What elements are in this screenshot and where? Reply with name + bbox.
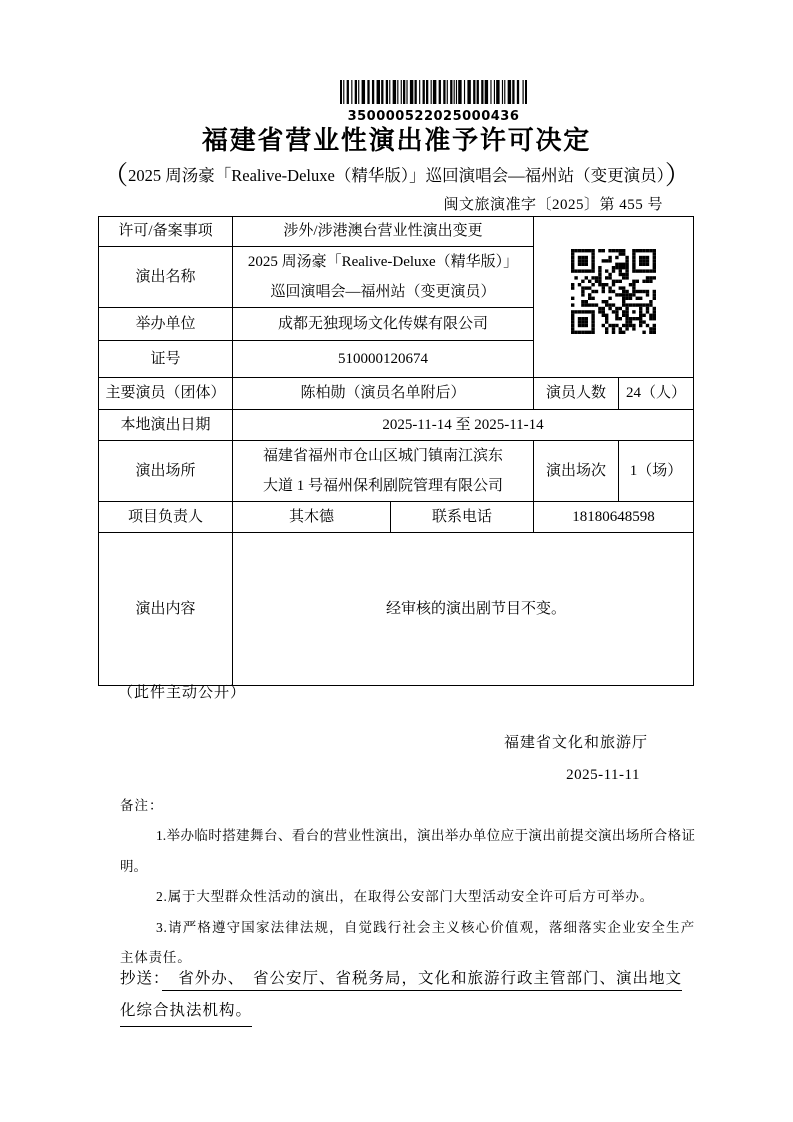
document-title: 福建省营业性演出准予许可决定: [201, 125, 592, 155]
cert-number-value: 510000120674: [233, 341, 534, 378]
copy-to-section: [120, 964, 705, 1027]
copy-to-recipients-part1: 省外办、 省公安厅、省税务局，文化和旅游行政主管部门、演出地文: [162, 970, 682, 991]
note-item: 2.属于大型群众性活动的演出，在取得公安部门大型活动安全许可后方可举办。: [156, 889, 654, 904]
barcode-bars-image: [340, 80, 527, 104]
barcode: [340, 80, 527, 123]
table-row-performer: [99, 378, 694, 410]
phone-label: 联系电话: [391, 502, 534, 533]
project-manager-value: 其木德: [233, 502, 391, 533]
public-disclosure-note: （此件主动公开）: [118, 685, 247, 701]
content-value: 经审核的演出剧节目不变。: [233, 533, 694, 686]
local-date-value: 2025-11-14 至 2025-11-14: [233, 410, 694, 441]
issuer-block: [504, 734, 648, 784]
copy-to-line2: [120, 996, 705, 1027]
show-name-label: 演出名称: [99, 247, 233, 308]
organizer-label: 举办单位: [99, 308, 233, 341]
permit-table: [98, 216, 694, 686]
copy-to-recipients-part2: 化综合执法机构。: [120, 996, 252, 1027]
item-value: 涉外/涉港澳台营业性演出变更: [233, 217, 534, 247]
notes-label: 备注：: [120, 798, 164, 813]
subtitle-close-paren: ）: [664, 160, 691, 190]
organizer-value: 成都无独现场文化传媒有限公司: [233, 308, 534, 341]
qr-code-cell: [534, 217, 694, 378]
table-row-date: [99, 410, 694, 441]
performer-count-value: 24（人）: [619, 378, 694, 410]
copy-to-label: 抄送：: [120, 970, 162, 987]
notes-section: [120, 791, 695, 974]
table-row-manager: [99, 502, 694, 533]
cert-number-label: 证号: [99, 341, 233, 378]
table-row-content: [99, 533, 694, 686]
content-label: 演出内容: [99, 533, 233, 686]
venue-value: 福建省福州市仓山区城门镇南江滨东大道 1 号福州保利剧院管理有限公司: [233, 441, 534, 502]
performer-count-label: 演员人数: [534, 378, 619, 410]
venue-label: 演出场所: [99, 441, 233, 502]
subtitle-text: 2025 周汤豪「Realive-Deluxe（精华版）」巡回演唱会—福州站（变更演员）: [128, 166, 665, 185]
subtitle-open-paren: （: [102, 160, 129, 190]
performer-value: 陈柏勋（演员名单附后）: [233, 378, 534, 410]
issue-date: 2025-11-11: [566, 767, 640, 783]
table-row-venue: [99, 441, 694, 502]
performer-label: 主要演员（团体）: [99, 378, 233, 410]
document-subtitle: [0, 158, 793, 193]
note-item: 1.举办临时搭建舞台、看台的营业性演出，演出举办单位应于演出前提交演出场所合格证明。: [120, 828, 695, 874]
issuer-name: 福建省文化和旅游厅: [503, 735, 648, 751]
copy-to-line1: [120, 964, 705, 993]
barcode-number: 350000522025000436: [347, 109, 520, 124]
show-name-value: 2025 周汤豪「Realive-Deluxe（精华版）」巡回演唱会—福州站（变更演员）: [233, 247, 534, 308]
document-number: 闽文旅演准字〔2025〕第 455 号: [443, 197, 663, 213]
sessions-value: 1（场）: [619, 441, 694, 502]
sessions-label: 演出场次: [534, 441, 619, 502]
item-label: 许可/备案事项: [99, 217, 233, 247]
table-row-item: [99, 217, 694, 247]
local-date-label: 本地演出日期: [99, 410, 233, 441]
phone-value: 18180648598: [534, 502, 694, 533]
qr-code: [571, 249, 656, 334]
note-item: 3.请严格遵守国家法律法规，自觉践行社会主义核心价值观，落细落实企业安全生产主体责任。: [120, 919, 695, 965]
project-manager-label: 项目负责人: [99, 502, 233, 533]
